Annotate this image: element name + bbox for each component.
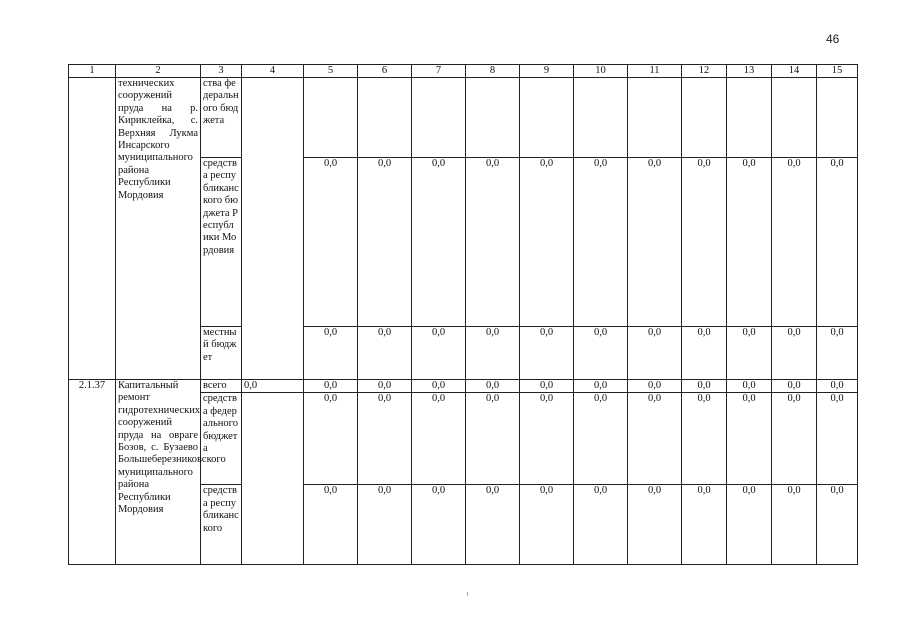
value-cell: 0,0 (727, 327, 772, 380)
column-header: 2 (116, 65, 201, 78)
value-cell: 0,0 (304, 485, 358, 565)
value-cell: 0,0 (682, 158, 727, 327)
value-cell: 0,0 (304, 393, 358, 485)
value-cell: 0,0 (574, 393, 628, 485)
value-cell: 0,0 (412, 485, 466, 565)
value-cell: 0,0 (520, 485, 574, 565)
value-cell: 0,0 (682, 380, 727, 393)
page-number: 46 (826, 32, 840, 46)
value-cell: 0,0 (520, 393, 574, 485)
value-cell: 0,0 (466, 393, 520, 485)
value-cell (817, 78, 858, 158)
item-name-cell: технических сооружений пруда на р. Кириклейка, с. Верхняя Лукма Инсарского муниципального района Республики Мордовия (116, 78, 201, 380)
value-cell (358, 78, 412, 158)
value-cell: 0,0 (358, 393, 412, 485)
column-header: 7 (412, 65, 466, 78)
value-cell: 0,0 (412, 327, 466, 380)
column-header: 12 (682, 65, 727, 78)
value-cell: 0,0 (574, 485, 628, 565)
funding-source-cell: местный бюджет (201, 327, 242, 380)
value-cell (682, 78, 727, 158)
value-cell: 0,0 (412, 158, 466, 327)
value-cell: 0,0 (727, 393, 772, 485)
value-cell: 0,0 (682, 327, 727, 380)
value-cell: 0,0 (727, 158, 772, 327)
value-cell: 0,0 (817, 393, 858, 485)
column-header: 8 (466, 65, 520, 78)
value-cell (412, 78, 466, 158)
value-cell: 0,0 (772, 158, 817, 327)
value-cell: 0,0 (466, 380, 520, 393)
column-header: 1 (69, 65, 116, 78)
column-header: 13 (727, 65, 772, 78)
column-header: 4 (242, 65, 304, 78)
column-header: 6 (358, 65, 412, 78)
value-cell (466, 78, 520, 158)
column-header: 15 (817, 65, 858, 78)
table-row (69, 380, 858, 393)
scan-artifact (467, 592, 468, 596)
value-cell: 0,0 (628, 327, 682, 380)
value-cell: 0,0 (772, 485, 817, 565)
column-header: 11 (628, 65, 682, 78)
value-cell: 0,0 (304, 380, 358, 393)
value-cell: 0,0 (520, 380, 574, 393)
value-cell: 0,0 (682, 393, 727, 485)
value-cell: 0,0 (412, 380, 466, 393)
item-name-cell: Капитальный ремонт гидротехнических сооружений пруда на овраге Бозов, с. Бузаево Большеберезниковского муниципального района Республики Мордовия (116, 380, 201, 565)
value-cell: 0,0 (628, 380, 682, 393)
item-code-cell: 2.1.37 (69, 380, 116, 565)
column-header: 5 (304, 65, 358, 78)
value-cell: 0,0 (412, 393, 466, 485)
value-cell (520, 78, 574, 158)
value-cell (304, 78, 358, 158)
column-header: 14 (772, 65, 817, 78)
column-header: 9 (520, 65, 574, 78)
value-cell: 0,0 (304, 327, 358, 380)
column-header: 3 (201, 65, 242, 78)
value-cell (727, 78, 772, 158)
funding-source-cell: ства федерального бюджета (201, 78, 242, 158)
value-cell: 0,0 (817, 485, 858, 565)
funding-source-cell: средства федерального бюджета (201, 393, 242, 485)
value-cell: 0,0 (358, 485, 412, 565)
value-cell: 0,0 (358, 380, 412, 393)
value-cell (574, 78, 628, 158)
funding-source-cell: средства республиканского (201, 485, 242, 565)
value-cell: 0,0 (520, 327, 574, 380)
value-cell: 0,0 (574, 327, 628, 380)
total-cell (242, 78, 304, 380)
value-cell: 0,0 (358, 327, 412, 380)
item-code-cell (69, 78, 116, 380)
value-cell: 0,0 (628, 158, 682, 327)
total-cell: 0,0 (242, 380, 304, 393)
value-cell: 0,0 (772, 380, 817, 393)
value-cell: 0,0 (466, 158, 520, 327)
total-cell (242, 393, 304, 565)
value-cell (628, 78, 682, 158)
value-cell: 0,0 (682, 485, 727, 565)
column-number-row (69, 65, 858, 78)
value-cell: 0,0 (628, 393, 682, 485)
value-cell: 0,0 (817, 327, 858, 380)
value-cell: 0,0 (817, 158, 858, 327)
funding-source-cell: всего (201, 380, 242, 393)
value-cell: 0,0 (574, 158, 628, 327)
column-header: 10 (574, 65, 628, 78)
funding-source-cell: средства республиканского бюджета Республики Мордовия (201, 158, 242, 327)
value-cell: 0,0 (772, 327, 817, 380)
value-cell: 0,0 (304, 158, 358, 327)
table-row (69, 78, 858, 158)
value-cell: 0,0 (466, 327, 520, 380)
value-cell: 0,0 (358, 158, 412, 327)
value-cell: 0,0 (628, 485, 682, 565)
funding-table (68, 64, 858, 565)
value-cell (772, 78, 817, 158)
value-cell: 0,0 (727, 485, 772, 565)
value-cell: 0,0 (520, 158, 574, 327)
value-cell: 0,0 (574, 380, 628, 393)
value-cell: 0,0 (466, 485, 520, 565)
value-cell: 0,0 (727, 380, 772, 393)
value-cell: 0,0 (817, 380, 858, 393)
value-cell: 0,0 (772, 393, 817, 485)
